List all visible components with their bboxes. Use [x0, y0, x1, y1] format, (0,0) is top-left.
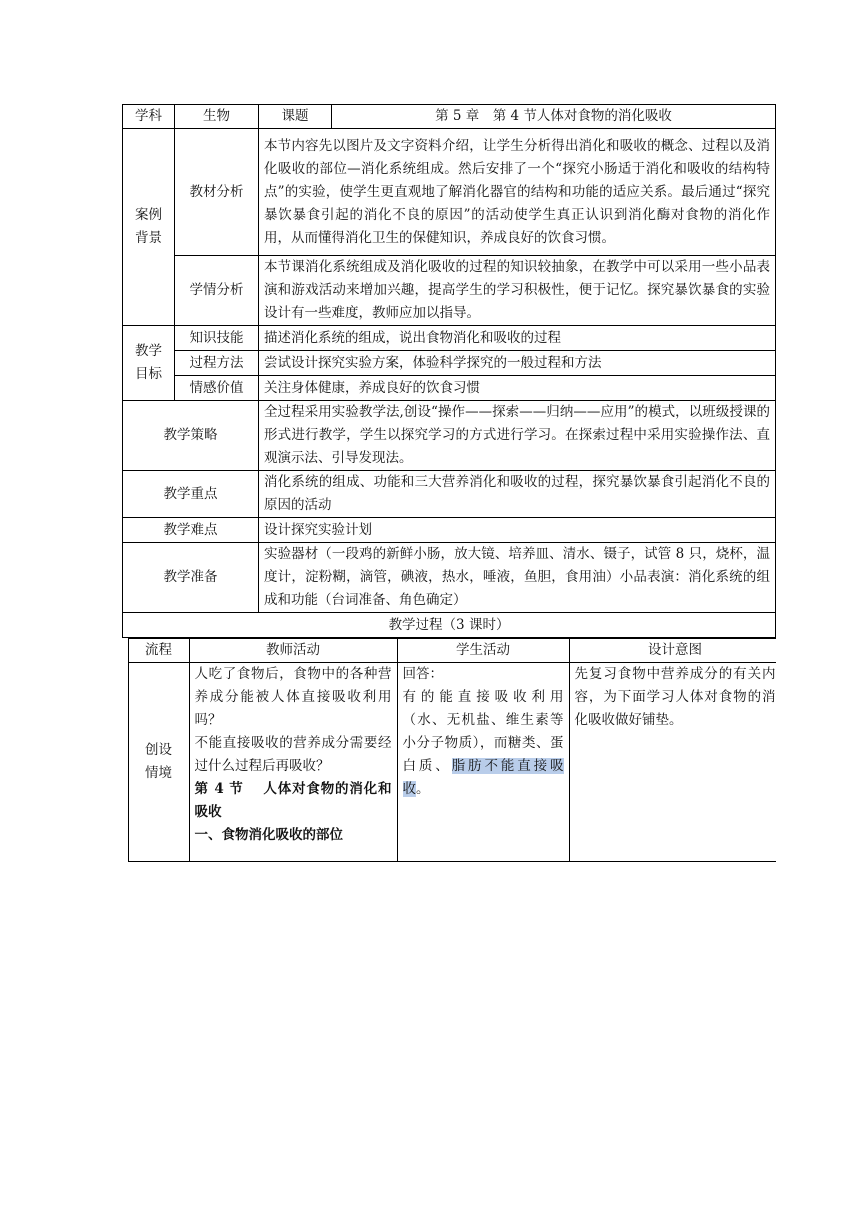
- highlighted-text: 脂肪不能直接吸收: [402, 758, 564, 797]
- topic-value: 第 5 章 第 4 节人体对食物的消化吸收: [332, 105, 776, 129]
- lesson-plan-page: [122, 104, 775, 862]
- goal-label: 情感价值: [175, 376, 259, 401]
- subsection-heading: 一、食物消化吸收的部位: [194, 827, 343, 843]
- process-section: [123, 638, 776, 863]
- strategy-text: 全过程采用实验教学法,创设“操作——探索——归纳——应用”的模式，以班级授课的形式进行教学，学生以探究学习的方式进行学习。在探索过程中采用实验操作法、直观演示法、引导发现法。: [259, 401, 776, 471]
- process-row-scenario: [128, 663, 776, 862]
- key-points-text: 消化系统的组成、功能和三大营养消化和吸收的过程，探究暴饮暴食引起消化不良的原因的活动: [259, 471, 776, 518]
- goal-row-emotion: [123, 376, 776, 401]
- goal-row-knowledge: [123, 326, 776, 351]
- goal-label: 过程方法: [175, 351, 259, 376]
- lesson-plan-table: [122, 104, 776, 862]
- preparation-text: 实验器材（一段鸡的新鲜小肠，放大镜、培养皿、清水、镊子，试管 8 只，烧杯，温度计，淀粉糊，滴管，碘液，热水，唾液，鱼胆，食用油）小品表演：消化系统的组成和功能（台词准备、角色确定）: [259, 543, 776, 613]
- strategy-label: 教学策略: [123, 401, 259, 471]
- goal-text: 关注身体健康，养成良好的饮食习惯: [259, 376, 776, 401]
- teacher-question-2: 不能直接吸收的营养成分需要经过什么过程后再吸收？: [194, 735, 392, 774]
- student-analysis-label: 学情分析: [175, 256, 259, 326]
- student-analysis-text: 本节课消化系统组成及消化吸收的过程的知识较抽象，在教学中可以采用一些小品表演和游戏活动来增加兴趣，提高学生的学习积极性，便于记忆。探究暴饮暴食的实验设计有一些难度，教师应加以指导。: [259, 256, 776, 326]
- key-points-row: [123, 471, 776, 518]
- process-title: 教学过程（3 课时）: [123, 613, 776, 638]
- column-header-student: 学生活动: [397, 639, 569, 663]
- student-activity-cell: [397, 663, 569, 862]
- subject-value: 生物: [175, 105, 259, 129]
- header-row: [123, 105, 776, 129]
- process-table: [128, 638, 776, 862]
- student-answer: 有的能直接吸收利用（水、无机盐、维生素等小分子物质），而糖类、蛋白质、脂肪不能直接吸收。: [402, 689, 564, 797]
- goal-row-process: [123, 351, 776, 376]
- subject-label: 学科: [123, 105, 175, 129]
- flow-cell: 创设 情境: [128, 663, 189, 862]
- process-title-row: [123, 613, 776, 638]
- textbook-analysis-text: 本节内容先以图片及文字资料介绍，让学生分析得出消化和吸收的概念、过程以及消化吸收的部位—消化系统组成。然后安排了一个“探究小肠适于消化和吸收的结构特点”的实验，使学生更直观地了解消化器官的结构和功能的适应关系。最后通过“探究暴饮暴食引起的消化不良的原因”的活动使学生真正认识到消化酶对食物的消化作用，从而懂得消化卫生的保健知识，养成良好的饮食习惯。: [259, 129, 776, 256]
- difficulty-row: [123, 518, 776, 543]
- key-points-label: 教学重点: [123, 471, 259, 518]
- difficulty-text: 设计探究实验计划: [259, 518, 776, 543]
- column-header-design: 设计意图: [569, 639, 776, 663]
- topic-label: 课题: [259, 105, 332, 129]
- column-header-teacher: 教师活动: [189, 639, 397, 663]
- section-heading: 第 4 节 人体对食物的消化和吸收: [194, 781, 392, 820]
- goal-text: 尝试设计探究实验方案，体验科学探究的一般过程和方法: [259, 351, 776, 376]
- student-analysis-row: [123, 256, 776, 326]
- teacher-question-1: 人吃了食物后，食物中的各种营养成分能被人体直接吸收利用吗？: [194, 666, 392, 728]
- student-answer-label: 回答：: [402, 666, 443, 682]
- column-header-flow: 流程: [128, 639, 189, 663]
- preparation-label: 教学准备: [123, 543, 259, 613]
- teaching-goals-label: 教学 目标: [123, 326, 175, 401]
- case-background-label: 案例 背景: [123, 129, 175, 326]
- goal-text: 描述消化系统的组成，说出食物消化和吸收的过程: [259, 326, 776, 351]
- strategy-row: [123, 401, 776, 471]
- difficulty-label: 教学难点: [123, 518, 259, 543]
- teacher-activity-cell: [189, 663, 397, 862]
- design-intent-cell: 先复习食物中营养成分的有关内容，为下面学习人体对食物的消化吸收做好铺垫。: [569, 663, 776, 862]
- preparation-row: [123, 543, 776, 613]
- process-header-row: [128, 639, 776, 663]
- textbook-analysis-label: 教材分析: [175, 129, 259, 256]
- goal-label: 知识技能: [175, 326, 259, 351]
- textbook-analysis-row: [123, 129, 776, 256]
